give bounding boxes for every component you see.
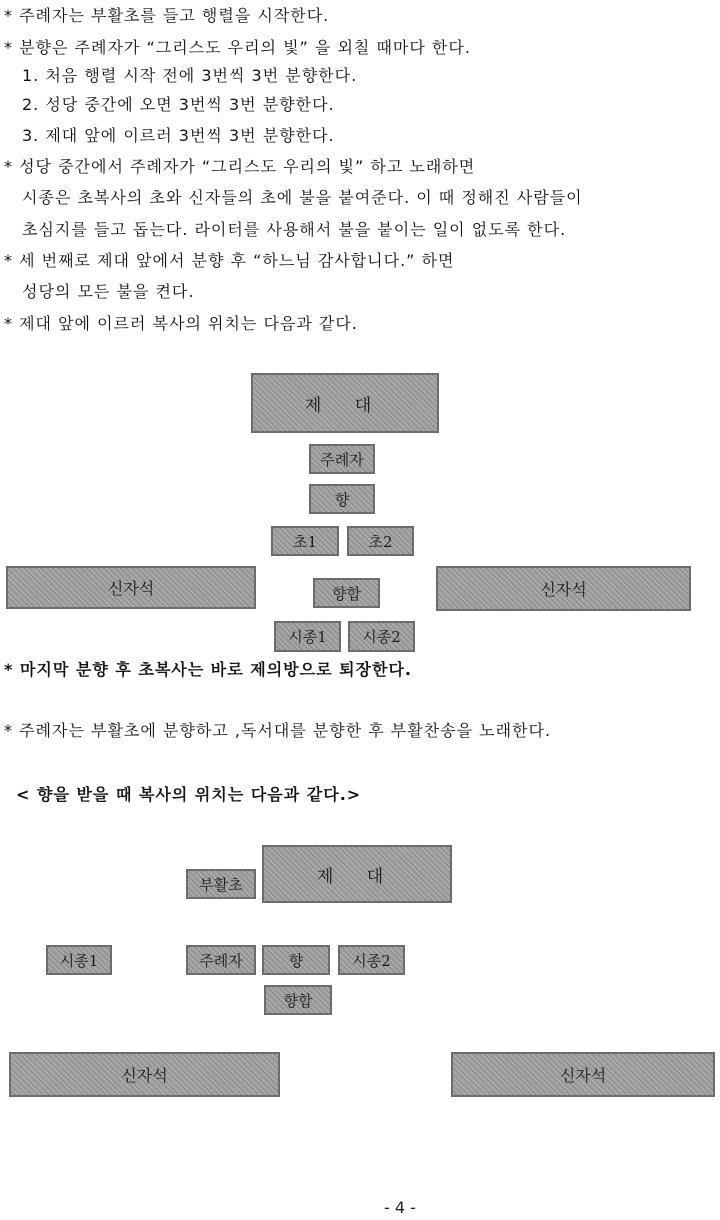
text-line: * 마지막 분향 후 초복사는 바로 제의방으로 퇴장한다.	[4, 660, 413, 679]
candle1-box: 초1	[271, 526, 339, 556]
server1-box: 시종1	[274, 621, 341, 652]
text-line: * 세 번째로 제대 앞에서 분향 후 “하느님 감사합니다.” 하면	[4, 251, 455, 270]
pews-left-box: 신자석	[6, 566, 256, 609]
text-line: 2. 성당 중간에 오면 3번씩 3번 분향한다.	[22, 95, 335, 114]
incense-box: 향	[309, 484, 375, 514]
text-line: * 주례자는 부활초를 들고 행렬을 시작한다.	[4, 6, 330, 25]
text-line: * 주례자는 부활초에 분향하고 ,독서대를 분향한 후 부활찬송을 노래한다.	[4, 721, 552, 740]
candle2-box: 초2	[347, 526, 414, 556]
presider-box: 주례자	[309, 444, 375, 474]
easter-candle-box: 부활초	[186, 869, 256, 899]
text-line: 3. 제대 앞에 이르러 3번씩 3번 분향한다.	[22, 126, 335, 145]
incense-boat-box: 향합	[264, 985, 332, 1015]
text-line: 성당의 모든 불을 켠다.	[22, 282, 195, 301]
pews-right-box: 신자석	[436, 566, 691, 611]
text-line: 1. 처음 행렬 시작 전에 3번씩 3번 분향한다.	[22, 66, 358, 85]
presider-box: 주례자	[186, 945, 256, 975]
text-line: * 제대 앞에 이르러 복사의 위치는 다음과 같다.	[4, 314, 358, 333]
altar-box: 제 대	[251, 373, 439, 433]
text-line: * 성당 중간에서 주례자가 “그리스도 우리의 빛” 하고 노래하면	[4, 157, 476, 176]
server1-box: 시종1	[46, 945, 112, 975]
pews-left-box: 신자석	[9, 1052, 280, 1097]
incense-box: 향	[262, 945, 330, 975]
server2-box: 시종2	[348, 621, 415, 652]
page-number: - 4 -	[384, 1198, 416, 1217]
pews-right-box: 신자석	[451, 1052, 715, 1097]
section-heading: < 향을 받을 때 복사의 위치는 다음과 같다.>	[16, 785, 362, 804]
incense-boat-box: 향합	[313, 578, 380, 608]
altar-box: 제 대	[262, 845, 452, 903]
text-line: 초심지를 들고 돕는다. 라이터를 사용해서 불을 붙이는 일이 없도록 한다.	[22, 220, 567, 239]
server2-box: 시종2	[338, 945, 405, 975]
text-line: * 분향은 주례자가 “그리스도 우리의 빛” 을 외칠 때마다 한다.	[4, 38, 471, 57]
text-line: 시종은 초복사의 초와 신자들의 초에 불을 붙여준다. 이 때 정해진 사람들이	[22, 188, 583, 207]
